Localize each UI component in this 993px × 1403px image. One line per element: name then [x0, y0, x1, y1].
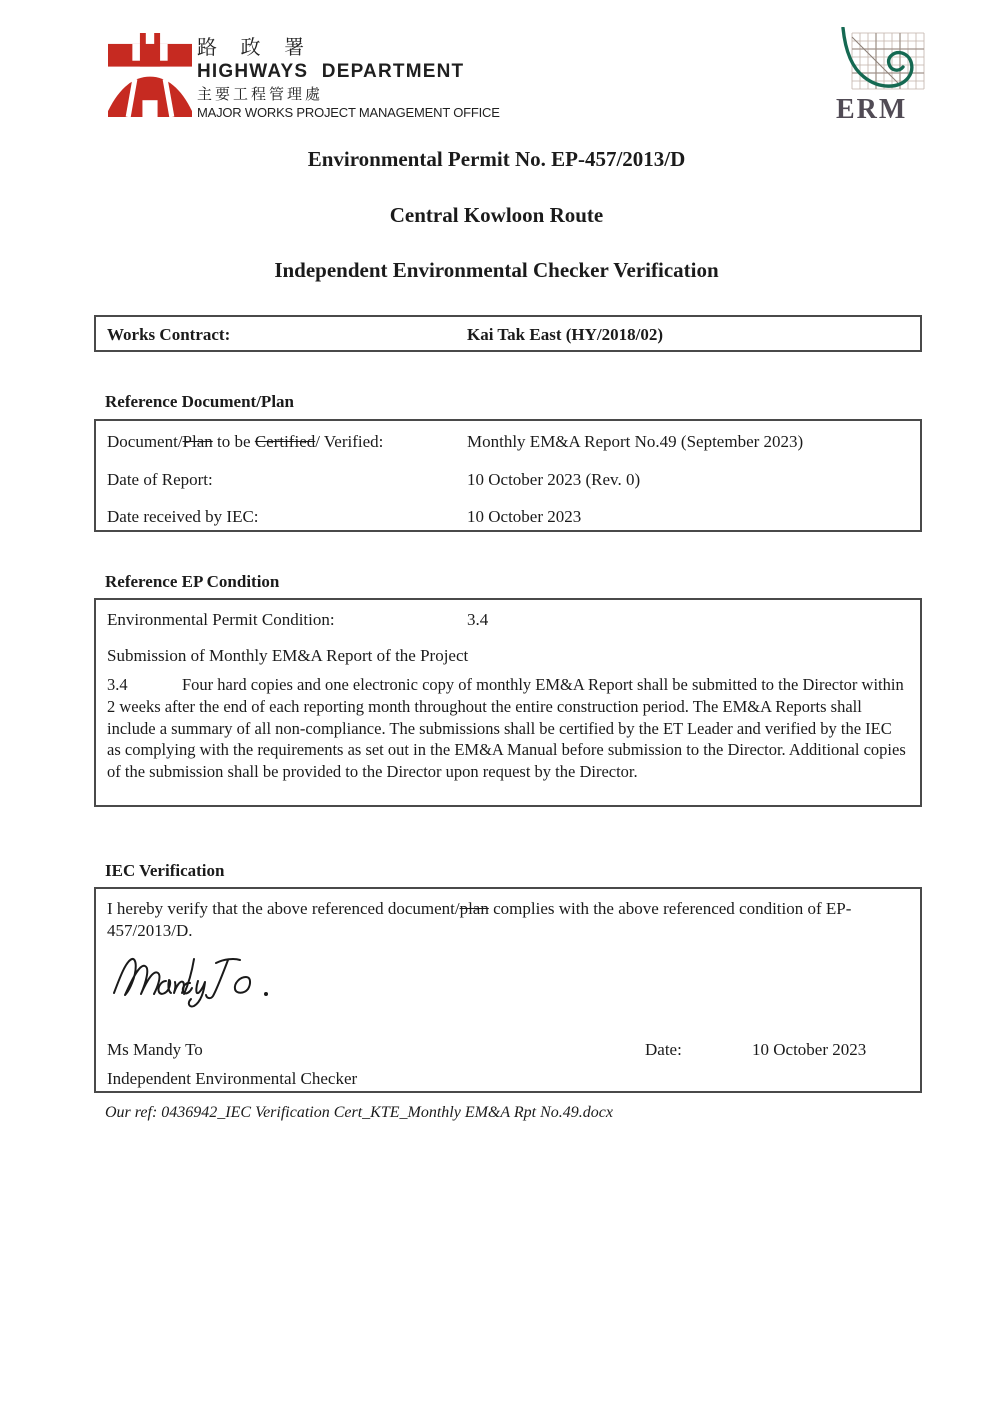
date-label: Date: [645, 1040, 682, 1059]
office-name-english: MAJOR WORKS PROJECT MANAGEMENT OFFICE [197, 105, 500, 120]
project-name-title: Central Kowloon Route [389, 203, 604, 227]
ep-condition-value: 3.4 [467, 610, 489, 629]
reference-document-heading: Reference Document/Plan [105, 392, 294, 411]
ep-condition-label: Environmental Permit Condition: [107, 610, 335, 629]
label-part: to be [212, 432, 255, 451]
dept-name-chinese: 路 政 署 [197, 37, 314, 59]
iec-verification-box [94, 887, 922, 1093]
signatory-title-row [96, 1069, 920, 1089]
ep-condition-row [96, 610, 920, 630]
ep-condition-box [94, 598, 922, 807]
signatory-title: Independent Environmental Checker [107, 1069, 358, 1088]
ep-condition-clause [107, 674, 906, 783]
date-of-report-label: Date of Report: [107, 470, 213, 489]
signature-image [110, 947, 280, 1009]
statement-part-struck: plan [459, 899, 489, 918]
document-verified-value: Monthly EM&A Report No.49 (September 2023) [467, 432, 804, 451]
erm-spiral-grid-icon [836, 27, 940, 93]
date-received-value: 10 October 2023 [467, 507, 582, 526]
our-ref-line: Our ref: 0436942_IEC Verification Cert_KTE_Monthly EM&A Rpt No.49.docx [105, 1104, 613, 1121]
ep-condition-title-row [96, 646, 920, 666]
date-received-label: Date received by IEC: [107, 507, 259, 526]
date-of-report-value: 10 October 2023 (Rev. 0) [467, 470, 641, 489]
date-of-report-row [96, 470, 920, 490]
label-part-struck: Plan [182, 432, 213, 451]
document-verified-row [96, 432, 920, 452]
dept-name-english: HIGHWAYS DEPARTMENT [197, 61, 465, 82]
document-verified-label [107, 432, 383, 451]
permit-number-title: Environmental Permit No. EP-457/2013/D [307, 147, 686, 171]
header-department-block [197, 36, 500, 121]
label-part-struck: Certified [254, 432, 316, 451]
statement-part: complies with the above referenced condition of EP-457/2013/D. [107, 899, 852, 940]
reference-ep-condition-heading: Reference EP Condition [105, 572, 280, 591]
works-contract-value: Kai Tak East (HY/2018/02) [467, 325, 664, 344]
iec-verification-heading: IEC Verification [105, 861, 225, 880]
signatory-name: Ms Mandy To [107, 1040, 203, 1059]
date-value: 10 October 2023 [752, 1040, 867, 1059]
clause-text: Four hard copies and one electronic copy of monthly EM&A Report shall be submitted to the Director within 2 weeks after the end of each reporting month throughout the entire construction period. The EM&A Reports shall include a summary of all non-compliance. The submissions shall be certified by the ET Leader and verified by the IEC as complying with the requirements as set out in the EM&A Manual before submission to the Director. Additional copies of the submission shall be provided to the Director upon request by the Director. [107, 675, 906, 782]
signatory-row [96, 1040, 920, 1060]
erm-wordmark: ERM [836, 94, 908, 125]
erm-logo [836, 27, 946, 124]
label-part: Document/ [107, 432, 183, 451]
clause-number: 3.4 [107, 675, 128, 694]
office-name-chinese: 主要工程管理處 [197, 86, 324, 103]
works-contract-box [94, 315, 922, 352]
date-received-row [96, 507, 920, 527]
ep-condition-title: Submission of Monthly EM&A Report of the Project [107, 646, 469, 665]
document-type-title: Independent Environmental Checker Verification [274, 258, 719, 282]
verification-statement [107, 898, 904, 942]
label-part: / Verified: [315, 432, 384, 451]
statement-part: I hereby verify that the above referenced document/ [107, 899, 460, 918]
reference-document-box [94, 419, 922, 532]
works-contract-label: Works Contract: [107, 325, 231, 344]
highways-department-logo-icon [108, 33, 192, 117]
